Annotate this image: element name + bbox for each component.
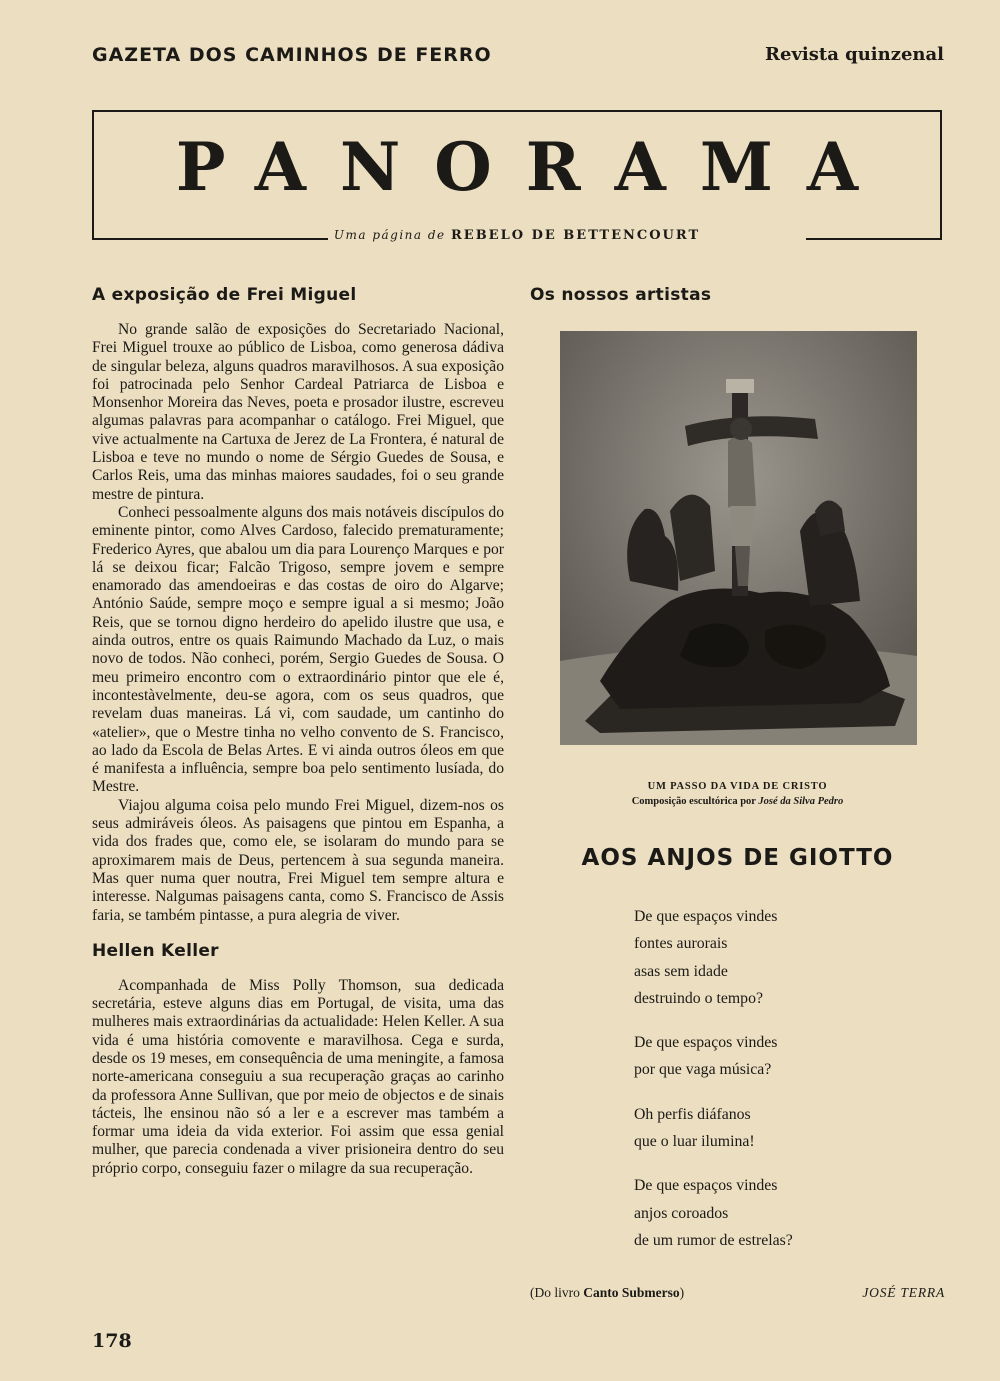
right-column [530, 285, 945, 1300]
byline-author: REBELO DE BETTENCOURT [450, 228, 701, 243]
poem-line: De que espaços vindes [634, 1177, 778, 1195]
poem-line: De que espaços vindes [634, 1034, 778, 1052]
poem-source-book: Canto Submerso [583, 1285, 680, 1300]
publication-name: GAZETA DOS CAMINHOS DE FERRO [92, 44, 492, 66]
photo-caption-artist: José da Silva Pedro [758, 796, 844, 807]
poem-line: asas sem idade [634, 962, 728, 980]
poem-line: anjos coroados [634, 1204, 729, 1222]
article-paragraph: Conheci pessoalmente alguns dos mais notáveis discípulos do eminente pintor, como Alves Cardoso, falecido prematuramente; Frederico Ayres, que abalou um dia para Lourenço Marques e por lá se deixou ficar; Falcão Trigoso, sempre jovem e sempre enamorado das amendoeiras e das costas de oiro do Algarve; António Saúde, sempre moço e sempre igual a si mesmo; João Reis, que se tornou digno herdeiro do apelido ilustre que usa, e ainda outros, entre os quais Raimundo Machado da Luz, o mais novo de todos. Não conheci, porém, Sergio Guedes de Sousa. O meu primeiro encontro com o extraordinário pintor que ele é, incontestàvelmente, deu-se agora, com os seus quadros, que revelam duas maneiras. Lá vi, com saudade, um cantinho do «atelier», que o Mestre tinha no velho convento de S. Francisco, ao lado da Escola de Belas Artes. E vi ainda outros óleos em que é manifesta a influência, sempre boa pelo sentimento lusíada, do Mestre. [92, 503, 504, 796]
stanza-gap [634, 1155, 934, 1172]
byline-prefix: Uma página de [333, 228, 446, 242]
poem-source-prefix: (Do livro [530, 1285, 580, 1300]
poem-author: JOSÉ TERRA [862, 1285, 945, 1300]
poem-title: AOS ANJOS DE GIOTTO [581, 845, 894, 871]
left-column [92, 285, 504, 1178]
poem-line: por que vaga música? [634, 1061, 772, 1079]
byline-row [92, 228, 942, 248]
article-title-hellen-keller: Hellen Keller [92, 940, 219, 961]
poem-line: De que espaços vindes [634, 908, 778, 925]
publication-frequency: Revista quinzenal [765, 44, 944, 65]
poem-line: fontes aurorais [634, 935, 728, 953]
article-paragraph: Viajou alguma coisa pelo mundo Frei Miguel, dizem-nos os seus admiráveis óleos. As paisagens que pintou em Espanha, a vida dos frades que, como ele, se isolaram do mundo para se aproximarem mais de Deus, pertencem à sua segunda maneira. Mas quer numa quer noutra, Frei Miguel tem sempre altura e interesse. Nalgumas paisagens canta, como S. Francisco de Assis faria, se também pintasse, a pura alegria de viver. [92, 796, 504, 924]
page-number: 178 [92, 1330, 132, 1352]
poem-body [634, 903, 934, 1254]
poem-line: que o luar ilumina! [634, 1133, 755, 1151]
stanza-gap [634, 1084, 934, 1101]
panorama-banner [92, 110, 942, 238]
photo-caption [530, 779, 945, 809]
crucifixion-sculpture-image [560, 331, 917, 745]
photo-caption-prefix: Composição escultórica por [631, 796, 756, 807]
poem-source-suffix: ) [679, 1285, 685, 1300]
artists-section-title: Os nossos artistas [530, 285, 712, 305]
photo-caption-title: UM PASSO DA VIDA DE CRISTO [647, 781, 828, 792]
byline [92, 228, 942, 243]
article-paragraph: No grande salão de exposições do Secretariado Nacional, Frei Miguel trouxe ao público de Lisboa, como generosa dádiva de singular beleza, alguns quadros maravilhosos. A sua exposição foi patrocinada pelo Senhor Cardeal Patriarca de Lisboa e Monsenhor Moreira das Neves, poeta e prosador ilustre, escreveu algumas palavras para acompanhar o catálogo. Frei Miguel, que vive actualmente na Cartuxa de Jerez de La Frontera, é natural de Lisboa e teve no mundo o nome de Sérgio Guedes de Sousa, e Carlos Reis, uma das minhas maiores saudades, foi o seu grande mestre de pintura. [92, 321, 504, 503]
article-paragraph: Acompanhada de Miss Polly Thomson, sua dedicada secretária, esteve alguns dias em Portugal, de visita, uma das mulheres mais extraordinárias da actualidade: Helen Keller. A sua vida é uma história comovente e maravilhosa. Cega e surda, desde os 19 meses, em consequência de uma meningite, a famosa norte-americana conseguiu a sua recuperação graças ao carinho da professora Anne Sullivan, que por meio de objectos e de sinais tácteis, lhe ensinou não só a ler e a escrever mas também a formar uma ideia da vida exterior. Foi assim que essa genial mulher, que parecia condenada a viver prisioneira dentro do seu próprio corpo, conseguiu fazer o milagre da sua recuperação. [92, 976, 504, 1177]
poem-source [530, 1285, 684, 1301]
poem-line: destruindo o tempo? [634, 989, 763, 1007]
photo-caption-credit [530, 794, 945, 809]
banner-title: PANORAMA [175, 128, 893, 206]
article-title-frei-miguel: A exposição de Frei Miguel [92, 285, 357, 305]
poem-line: de um rumor de estrelas? [634, 1231, 793, 1249]
stanza-gap [634, 1012, 934, 1029]
poem-line: Oh perfis diáfanos [634, 1105, 751, 1123]
sculpture-photo [560, 331, 917, 745]
